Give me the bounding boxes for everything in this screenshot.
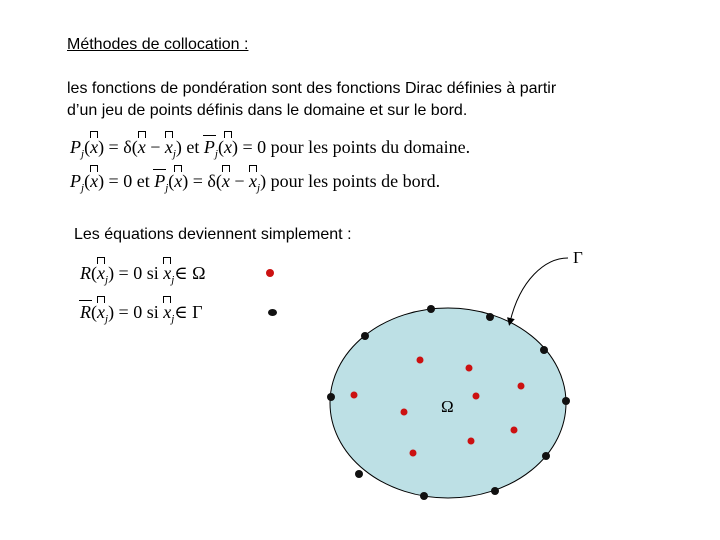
omega-label: Ω — [441, 397, 454, 416]
slide-title: Méthodes de collocation : — [67, 36, 249, 53]
gamma-arrow — [510, 258, 568, 322]
equation-domain-points: $P_j(x) = \delta(x - x_j)$ et $P_j(x) = 0$ pour les points du domaine. — [70, 137, 471, 160]
interior-point — [511, 427, 518, 434]
interior-point — [466, 365, 473, 372]
boundary-point — [486, 313, 494, 321]
boundary-point — [355, 470, 363, 478]
condition-boundary: $R(x_j) = 0$ si $x_j\in$ Γ — [80, 302, 203, 325]
boundary-point — [427, 305, 435, 313]
interior-point — [417, 357, 424, 364]
gamma-label: Γ — [573, 248, 583, 267]
intro-line-1: les fonctions de pondération sont des fonctions Dirac définies à partir — [67, 80, 557, 97]
condition-domain: $R(x_j) = 0$ si $x_j\in$ Ω — [80, 263, 206, 286]
boundary-point — [420, 492, 428, 500]
interior-point — [468, 438, 475, 445]
boundary-point — [542, 452, 550, 460]
boundary-point — [327, 393, 335, 401]
intro-line-2: d’un jeu de points définis dans le domaine et sur le bord. — [67, 102, 468, 119]
equation-boundary-points: $P_j(x) = 0$ et $P_j(x) = \delta(x - x_j)$ pour les points de bord. — [70, 171, 441, 194]
subtitle: Les équations deviennent simplement : — [74, 226, 352, 243]
interior-point — [351, 392, 358, 399]
boundary-point — [491, 487, 499, 495]
interior-point — [518, 383, 525, 390]
boundary-point — [361, 332, 369, 340]
boundary-point — [540, 346, 548, 354]
boundary-point — [562, 397, 570, 405]
interior-point — [473, 393, 480, 400]
interior-point — [410, 450, 417, 457]
interior-point — [401, 409, 408, 416]
